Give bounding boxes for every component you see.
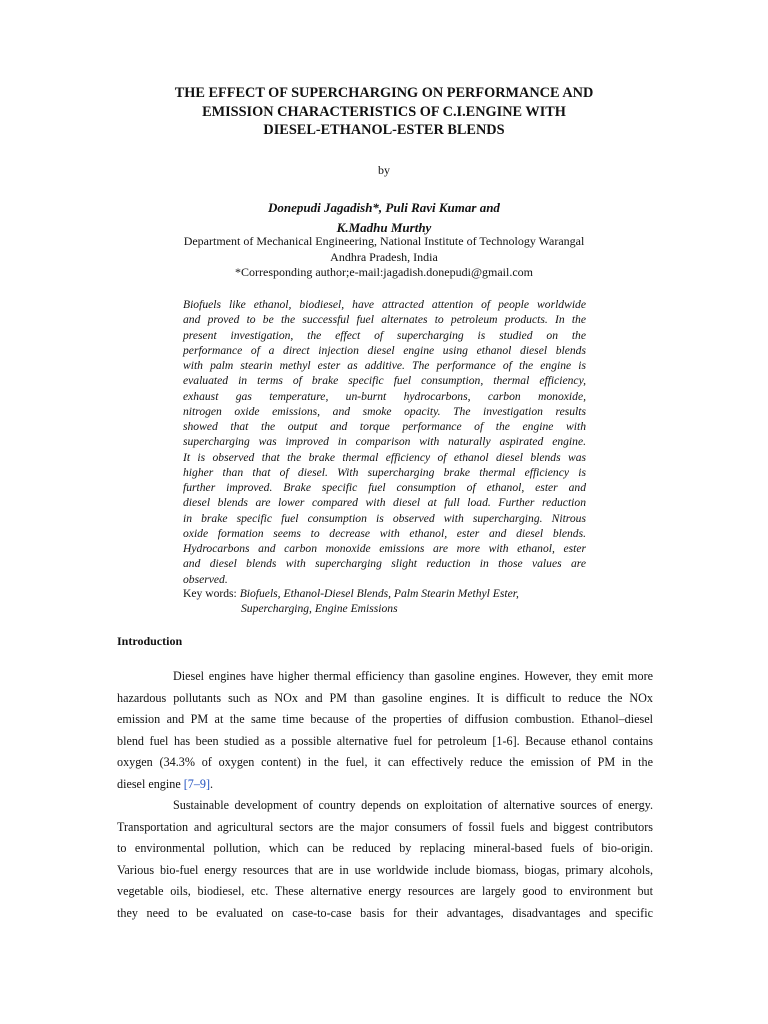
- author-list: [0, 198, 768, 238]
- body-text: .: [210, 776, 214, 791]
- title-line: THE EFFECT OF SUPERCHARGING ON PERFORMANCE AND: [174, 85, 594, 101]
- body-line: [117, 774, 653, 796]
- abstract-line: present investigation, the effect of supercharging is studied on the: [183, 328, 586, 342]
- body-line: emission and PM at the same time because of the properties of diffusion combustion. Ethanol–diesel: [117, 712, 653, 726]
- author-line: K.Madhu Murthy: [336, 220, 432, 235]
- body-line: to environmental pollution, which can be reduced by replacing mineral-based fuels of bio-origin.: [117, 841, 653, 855]
- abstract-line: Hydrocarbons and carbon monoxide emissions are more with ethanol, ester: [183, 542, 586, 555]
- abstract-line: observed.: [183, 572, 228, 586]
- keywords-text: Supercharging, Engine Emissions: [241, 602, 398, 616]
- author-line: Donepudi Jagadish*, Puli Ravi Kumar and: [268, 200, 500, 215]
- affiliation-location: Andhra Pradesh, India: [330, 249, 438, 264]
- body-line: they need to be evaluated on case-to-case basis for their advantages, disadvantages and specific: [117, 905, 653, 920]
- abstract-line: further improved. Brake specific fuel consumption of ethanol, ester and: [183, 481, 586, 494]
- body-line: Transportation and agricultural sectors are the major consumers of fossil fuels and biggest contributors: [117, 819, 653, 834]
- title-line: EMISSION CHARACTERISTICS OF C.I.ENGINE WITH: [202, 103, 566, 120]
- body-line: Sustainable development of country depends on exploitation of alternative sources of energy.: [173, 798, 653, 812]
- section-heading-introduction: Introduction: [117, 634, 183, 648]
- abstract-line: exhaust gas temperature, un-burnt hydrocarbons, carbon monoxide,: [183, 389, 586, 403]
- abstract-line: evaluated in terms of brake specific fuel consumption, thermal efficiency,: [183, 374, 586, 388]
- body-line: oxygen (34.3% of oxygen content) in the fuel, it can effectively reduce the emission of PM in the: [117, 755, 653, 769]
- body-line: blend fuel has been studied as a possible alternative fuel for petroleum [1-6]. Because ethanol contains: [117, 733, 653, 748]
- title-line: DIESEL-ETHANOL-ESTER BLENDS: [263, 122, 505, 138]
- abstract-line: nitrogen oxide emissions, and smoke opacity. The investigation results: [183, 404, 586, 418]
- abstract-line: supercharging was improved in comparison with naturally aspirated engine.: [183, 435, 586, 449]
- abstract-line: performance of a direct injection diesel engine using ethanol diesel blends: [183, 343, 586, 357]
- body-line: Diesel engines have higher thermal efficiency than gasoline engines. However, they emit more: [173, 669, 653, 683]
- abstract-line: Biofuels like ethanol, biodiesel, have attracted attention of people worldwide: [183, 298, 586, 311]
- abstract-line: in brake specific fuel consumption is observed with supercharging. Nitrous: [183, 511, 586, 525]
- abstract-line: showed that the output and torque performance of the engine with: [183, 420, 586, 433]
- abstract-line: with palm stearin methyl ester as additive. The performance of the engine is: [183, 359, 586, 372]
- body-text: diesel engine: [117, 776, 184, 791]
- paper-title: [100, 84, 668, 140]
- abstract-line: oxide formation seems to decrease with ethanol, ester and diesel blends.: [183, 526, 586, 540]
- abstract-line: higher than that of diesel. With supercharging brake thermal efficiency is: [183, 465, 586, 479]
- abstract: [183, 297, 586, 587]
- body-line: Various bio-fuel energy resources that are in use worldwide include biomass, biogas, primary alcohols,: [117, 862, 653, 877]
- keywords-text: Biofuels, Ethanol-Diesel Blends, Palm Stearin Methyl Ester,: [239, 587, 519, 600]
- abstract-line: diesel blends are lower compared with diesel at full load. Further reduction: [183, 496, 586, 510]
- affiliation: [0, 234, 768, 281]
- corresponding-author-email: *Corresponding author;e-mail:jagadish.donepudi@gmail.com: [235, 265, 533, 280]
- abstract-line: and proved to be the successful fuel alternates to petroleum products. In the: [183, 313, 586, 327]
- abstract-line: and diesel blends with supercharging slight reduction in those values are: [183, 557, 586, 571]
- keywords-line: [183, 586, 603, 601]
- citation-link[interactable]: [7–9]: [183, 776, 211, 791]
- affiliation-department: Department of Mechanical Engineering, National Institute of Technology Warangal: [183, 234, 585, 248]
- introduction-body: [117, 666, 653, 924]
- body-line: hazardous pollutants such as NOx and PM than gasoline engines. It is difficult to reduce the NOx: [117, 690, 653, 705]
- keywords: [183, 586, 603, 617]
- by-line: by: [378, 163, 390, 177]
- keywords-label: Key words:: [183, 587, 237, 600]
- body-line: vegetable oils, biodiesel, etc. These alternative energy resources are largely good to environment but: [117, 884, 653, 898]
- abstract-line: It is observed that the brake thermal efficiency of ethanol diesel blends was: [183, 450, 586, 464]
